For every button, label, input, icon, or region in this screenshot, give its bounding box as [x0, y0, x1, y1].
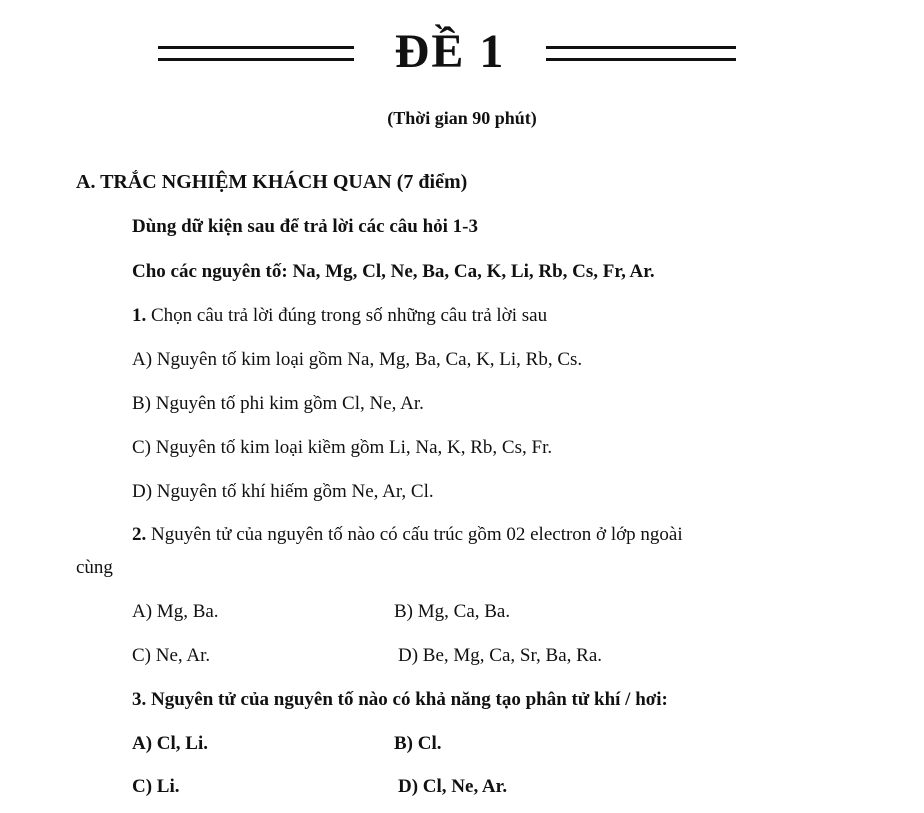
q2-option-b: B) Mg, Ca, Ba.: [394, 601, 511, 622]
q1-option-a: A) Nguyên tố kim loại gồm Na, Mg, Ba, Ca, K, Li, Rb, Cs.: [132, 349, 583, 370]
q3-option-d: D) Cl, Ne, Ar.: [398, 776, 508, 797]
title-row: [0, 22, 924, 82]
question-3: [132, 688, 668, 712]
given-elements: Cho các nguyên tố: Na, Mg, Cl, Ne, Ba, Ca, K, Li, Rb, Cs, Fr, Ar.: [132, 261, 655, 282]
q3-option-c: C) Li.: [132, 776, 180, 797]
question-number: 1.: [132, 305, 147, 326]
question-number: 3.: [132, 689, 147, 710]
question-text: Nguyên tử của nguyên tố nào có cấu trúc gồm 02 electron ở lớp ngoài: [151, 524, 683, 545]
question-number: 2.: [132, 524, 147, 545]
q3-option-b: B) Cl.: [394, 733, 442, 754]
q2-option-d: D) Be, Mg, Ca, Sr, Ba, Ra.: [398, 645, 602, 666]
question-text: Nguyên tử của nguyên tố nào có khả năng tạo phân tử khí / hơi:: [151, 689, 668, 710]
page-title: ĐỀ 1: [394, 25, 506, 78]
q3-option-a: A) Cl, Li.: [132, 733, 208, 754]
question-1: [132, 304, 547, 328]
title-rule-right: [546, 46, 736, 61]
q2-option-c: C) Ne, Ar.: [132, 645, 211, 666]
time-subtitle: (Thời gian 90 phút): [387, 108, 537, 128]
section-title: A. TRẮC NGHIỆM KHÁCH QUAN (7 điểm): [76, 171, 468, 193]
q2-option-a: A) Mg, Ba.: [132, 601, 219, 622]
q1-option-c: C) Nguyên tố kim loại kiềm gồm Li, Na, K, Rb, Cs, Fr.: [132, 437, 553, 458]
q1-option-d: D) Nguyên tố khí hiếm gồm Ne, Ar, Cl.: [132, 481, 434, 502]
question-2: [132, 523, 683, 547]
section-intro: Dùng dữ kiện sau để trả lời các câu hỏi 1-3: [132, 216, 479, 237]
question-text: Chọn câu trả lời đúng trong số những câu trả lời sau: [151, 305, 548, 326]
question-2-continuation: cùng: [76, 557, 113, 578]
title-rule-left: [158, 46, 354, 61]
q1-option-b: B) Nguyên tố phi kim gồm Cl, Ne, Ar.: [132, 393, 424, 414]
